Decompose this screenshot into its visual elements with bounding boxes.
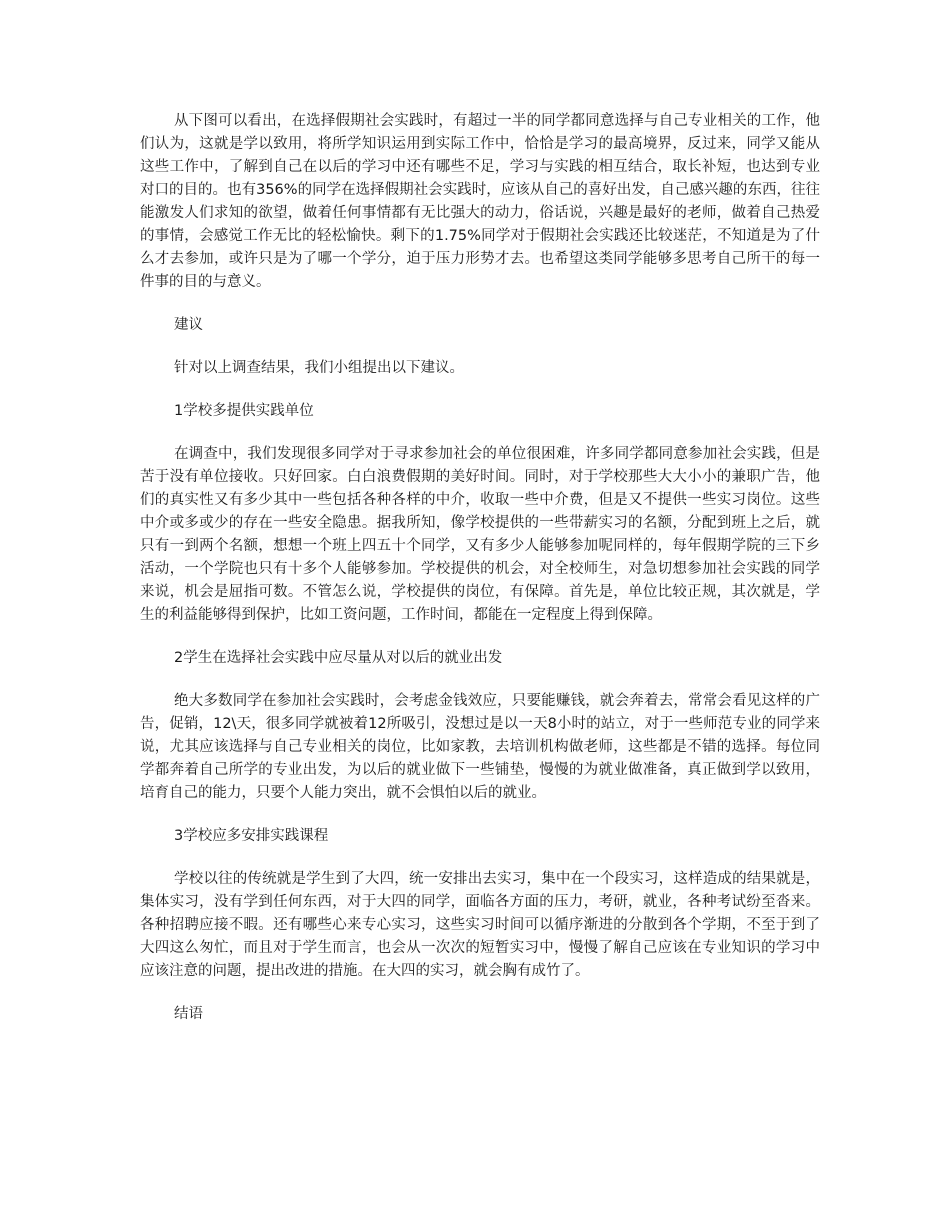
- paragraph-survey-analysis: 从下图可以看出，在选择假期社会实践时，有超过一半的同学都同意选择与自己专业相关的工作，他们认为，这就是学以致用，将所学知识运用到实际工作中，恰恰是学习的最高境界，反过来，同学又能从这些工作中，了解到自己在以后的学习中还有哪些不足，学习与实践的相互结合，取长补短，也达到专业对口的目的。也有356%的同学在选择假期社会实践时，应该从自己的喜好出发，自己感兴趣的东西，往往能激发人们求知的欲望，做着任何事情都有无比强大的动力，俗话说，兴趣是最好的老师，做着自己热爱的事情，会感觉工作无比的轻松愉快。剩下的1.75%同学对于假期社会实践还比较迷茫，不知道是为了什么才去参加，或许只是为了哪一个学分，迫于压力形势才去。也希望这类同学能够多思考自己所干的每一件事的目的与意义。: [140, 113, 820, 290]
- document-body: [140, 110, 820, 1046]
- heading-suggestion-1: 1学校多提供实践单位: [174, 403, 314, 419]
- heading-suggestion-2: 2学生在选择社会实践中应尽量从对以后的就业出发: [174, 650, 503, 666]
- paragraph-suggestion-1: 在调查中，我们发现很多同学对于寻求参加社会的单位很困难，许多同学都同意参加社会实践，但是苦于没有单位接收。只好回家。白白浪费假期的美好时间。同时，对于学校那些大大小小的兼职广告，他们的真实性又有多少其中一些包括各种各样的中介，收取一些中介费，但是又不提供一些实习岗位。这些中介或多或少的存在一些安全隐患。据我所知，像学校提供的一些带薪实习的名额，分配到班上之后，就只有一到两个名额，想想一个班上四五十个同学，又有多少人能够参加呢同样的，每年假期学院的三下乡活动，一个学院也只有十多个人能够参加。学校提供的机会，对全校师生，对急切想参加社会实践的同学来说，机会是屈指可数。不管怎么说，学校提供的岗位，有保障。首先是，单位比较正规，其次就是，学生的利益能够得到保护，比如工资问题，工作时间，都能在一定程度上得到保障。: [140, 446, 820, 623]
- heading-suggestions: 建议: [174, 317, 203, 333]
- paragraph-suggestion-3: 学校以往的传统就是学生到了大四，统一安排出去实习，集中在一个段实习，这样造成的结果就是，集体实习，没有学到任何东西，对于大四的同学，面临各方面的压力，考研，就业，各种考试纷至沓来。各种招聘应接不暇。还有哪些心来专心实习，这些实习时间可以循序渐进的分散到各个学期，不至于到了大四这么匆忙，而且对于学生而言，也会从一次次的短暂实习中，慢慢了解自己应该在专业知识的学习中应该注意的问题，提出改进的措施。在大四的实习，就会胸有成竹了。: [140, 871, 820, 979]
- paragraph-suggestion-2: 绝大多数同学在参加社会实践时，会考虑金钱效应，只要能赚钱，就会奔着去，常常会看见这样的广告，促销，12\天，很多同学就被着12所吸引，没想过是以一天8小时的站立，对于一些师范专业的同学来说，尤其应该选择与自己专业相关的岗位，比如家教，去培训机构做老师，这些都是不错的选择。每位同学都奔着自己所学的专业出发，为以后的就业做下一些铺垫，慢慢的为就业做准备，真正做到学以致用，培育自己的能力，只要个人能力突出，就不会惧怕以后的就业。: [140, 693, 820, 801]
- heading-suggestion-3: 3学校应多安排实践课程: [174, 828, 329, 844]
- paragraph-suggestions-intro: 针对以上调查结果，我们小组提出以下建议。: [174, 360, 464, 376]
- heading-conclusion: 结语: [174, 1006, 203, 1022]
